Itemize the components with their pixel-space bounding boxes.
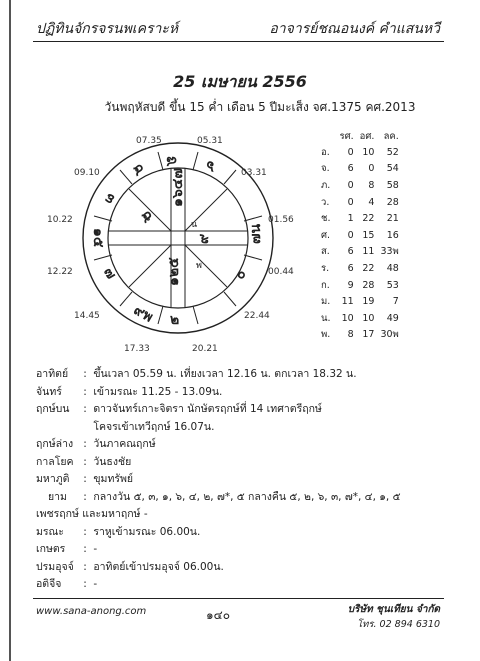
info-row: กาลโยค : วันธงชัย [36,454,401,472]
info-key: เกษตร [36,543,66,555]
time-label: 14.45 [74,311,100,321]
planet-position-table [318,128,402,343]
table-row: ภ. 0 8 58 [321,179,399,191]
time-label: 12.22 [47,267,73,277]
col-header: ลค. [383,130,399,142]
footer-phone: โทร. 02 894 6310 [357,619,440,630]
info-key: กาลโยค [36,455,74,468]
info-value: วันภาคณฤกษ์ [93,438,156,450]
inner-glyph: น [191,220,198,230]
time-label: 00.44 [268,267,294,277]
spoke [120,292,132,306]
time-label: 05.31 [197,136,223,146]
info-row: ปรมอุจจ์ : อาทิตย์เข้าปรมอุจจ์ 06.00น. [36,559,401,577]
spoke [193,152,198,170]
date-subtitle: วันพฤหัสบดี ขึ้น 15 ค่ำ เดือน 5 ปีมะเส็ง จศ.1375 คศ.2013 [104,100,416,114]
info-value: วันธงชัย [93,455,132,468]
info-key: ปรมอุจจ์ [36,560,74,573]
house-glyph: ๗น [248,223,264,244]
col-header: รศ. [339,130,354,142]
info-value: โคจรเข้าเทวีฤกษ์ 16.07น. [93,420,215,433]
horoscope-wheel [47,128,300,354]
info-value: เข้ามรณะ 11.25 - 13.09น. [93,385,223,398]
info-row: จันทร์ : เข้ามรณะ 11.25 - 13.09น. [36,384,401,402]
info-row: ยาม : กลางวัน ๕, ๓, ๑, ๖, ๔, ๒, ๗*, ๕ กลางคืน ๕, ๒, ๖, ๓, ๗*, ๔, ๑, ๕ [36,489,401,507]
inner-glyph: ๙ [196,233,212,244]
table-row: น. 10 10 49 [321,312,399,324]
info-key: ฤกษ์ล่าง [36,438,74,450]
spoke [120,170,132,184]
footer-publisher: บริษัท ชุนเทียน จำกัด [347,604,440,615]
house-glyph: ๘ [166,153,177,169]
spoke [94,216,112,221]
info-row: อาทิตย์ : ขึ้นเวลา 05.59 น. เที่ยงเวลา 12.16 น. ตกเวลา 18.32 น. [36,366,401,384]
spoke [94,255,112,260]
table-row: ก. 9 28 53 [321,279,399,291]
table-header-row [318,128,402,144]
table-row: พ. 8 17 30พ [321,329,399,341]
time-label: 17.33 [124,344,150,354]
info-row: เกษตร : - [36,541,401,559]
table-row: ม. 11 19 7 [321,296,399,308]
time-label: 09.10 [74,168,100,178]
table-row: จ. 6 0 54 [321,163,399,175]
footer-website: www.sana-anong.com [36,606,147,617]
spoke [244,255,262,260]
info-row [36,506,401,524]
spoke [158,152,163,170]
date-title: 25 เมษายน 2556 [173,72,307,91]
inner-glyph: ๑๖๔๗ [170,168,186,207]
running-header [36,18,440,40]
info-key: มรณะ [36,525,64,538]
info-value: ดาวจันทร์เกาะจิตรา นักษัตรฤกษ์ที่ 14 เทศาตรีฤกษ์ [93,403,322,415]
info-row: ฤกษ์บน : ดาวจันทร์เกาะจิตรา นักษัตรฤกษ์ที่ 14 เทศาตรีฤกษ์ [36,401,401,419]
table-row: ส. 6 11 33พ [321,246,399,258]
info-row: มรณะ : ราหูเข้ามรณะ 06.00น. [36,524,401,542]
info-key: มหาภูติ [36,473,70,485]
header-rule [33,41,444,42]
table-row: ร. 6 22 48 [321,262,399,274]
time-label: 01.56 [268,215,294,225]
table-row: ว. 0 4 28 [321,196,399,208]
inner-glyph: ๕ [138,207,156,227]
inner-glyph: พ [196,261,202,271]
house-glyph: ๐ [231,266,250,283]
header-author: อาจารย์ชณอนงค์ คำแสนหวี [269,21,440,37]
info-value: ขึ้นเวลา 05.59 น. เที่ยงเวลา 12.16 น. ตกเวลา 18.32 น. [93,368,357,380]
table-row: ศ. 0 15 16 [321,229,399,241]
house-glyph: ๑๕ [90,228,106,248]
table-row: อ. 0 10 52 [321,146,399,158]
inner-glyph: ๑๒๕ [166,257,182,286]
info-key: เพชรฤกษ์ [36,508,79,520]
info-value: และมหาฤกษ์ - [82,508,148,520]
info-value: ราหูเข้ามรณะ 06.00น. [93,525,201,538]
info-key: ฤกษ์บน [36,403,70,415]
house-glyph: ๖ [203,156,218,175]
footer-rule [33,598,444,599]
table-row: ช. 1 22 21 [321,213,399,225]
house-glyph: ๔ [130,160,148,180]
info-key: อาทิตย์ [36,368,69,380]
house-glyph: ๙พ [130,302,156,326]
daily-info-list [36,366,401,594]
house-glyph: ๒ [170,312,180,328]
spoke [224,292,236,306]
page-number: ๑๔๐ [206,608,231,622]
info-row: อติจีจ : - [36,576,401,594]
info-value: ขุมทรัพย์ [93,473,134,485]
info-value: กลางวัน ๕, ๓, ๑, ๖, ๔, ๒, ๗*, ๕ กลางคืน ๕, ๒, ๖, ๓, ๗*, ๔, ๑, ๕ [93,490,401,503]
diag [129,245,171,287]
diag [185,245,227,287]
spoke [244,216,262,221]
house-glyph: ๓ [101,190,120,208]
time-label: 20.21 [192,344,218,354]
spoke [158,306,163,324]
info-value: - [93,578,98,590]
info-key: ยาม [48,490,67,503]
spoke [224,170,236,184]
info-row [36,419,401,437]
time-label: 03.31 [241,168,267,178]
time-label: 22.44 [244,311,270,321]
col-header: อศ. [359,130,375,142]
info-value: อาทิตย์เข้าปรมอุจจ์ 06.00น. [93,560,224,573]
house-glyph: ๗ [100,264,120,282]
time-label: 07.35 [136,136,162,146]
info-key: อติจีจ [36,578,62,590]
header-book-title: ปฏิทินจักรจรนพเคราะห์ [36,21,179,37]
info-value: - [93,543,98,555]
info-key: จันทร์ [36,385,62,398]
time-label: 10.22 [47,215,73,225]
spoke [193,306,198,324]
info-row: มหาภูติ : ขุมทรัพย์ [36,471,401,489]
info-row: ฤกษ์ล่าง : วันภาคณฤกษ์ [36,436,401,454]
